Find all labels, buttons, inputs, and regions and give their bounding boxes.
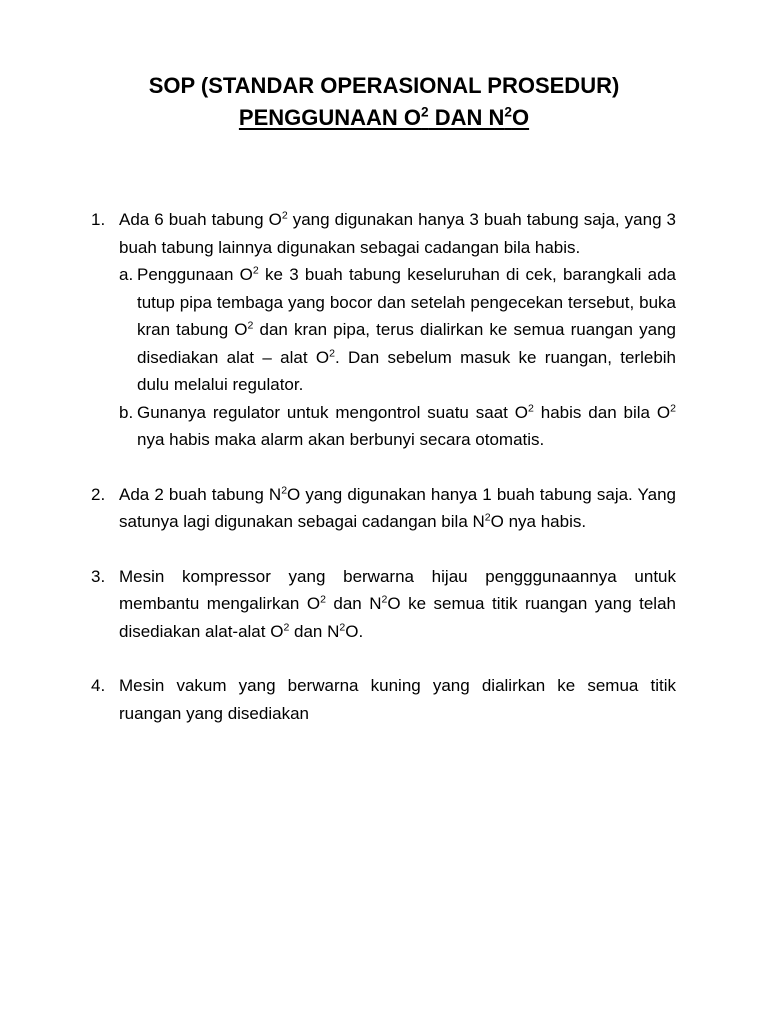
title-line-1: SOP (STANDAR OPERASIONAL PROSEDUR) [148, 73, 620, 98]
text-run: habis dan bila O [533, 402, 671, 422]
text-run: O. [345, 621, 364, 641]
superscript: 2 [484, 511, 491, 524]
item-text [119, 672, 676, 727]
superscript: 2 [252, 264, 259, 277]
superscript: 2 [670, 401, 676, 414]
item-text [119, 481, 676, 536]
sub-item-text [137, 261, 676, 399]
item-text [119, 563, 676, 646]
text-run: Ada 6 buah tabung O [119, 210, 282, 229]
superscript: 2 [281, 483, 288, 496]
item-number: 4. [91, 676, 106, 695]
superscript: 2 [528, 401, 534, 414]
superscript: 2 [504, 104, 512, 120]
text-run: Ada 2 buah tabung N [119, 484, 282, 504]
text-run: ke 3 buah tabung keseluruhan di cek, barangkali ada tutup pipa tembaga yang bocor dan setelah pengecekan tersebut, buka kran tabung O [137, 265, 676, 339]
title-line-2 [0, 102, 768, 134]
document-title [0, 70, 768, 134]
text-run: Mesin kompressor yang berwarna hijau pengggunaannya untuk membantu mengalirkan O [119, 566, 676, 613]
superscript: 2 [283, 620, 290, 633]
list-item [91, 672, 676, 727]
text-run: O ke semua titik ruangan yang telah disediakan alat-alat O [119, 594, 676, 641]
text-run: . Dan sebelum masuk ke ruangan, terlebih dulu melalui regulator. [137, 347, 677, 394]
superscript: 2 [281, 209, 288, 222]
text-run: dan N [325, 594, 382, 613]
list-item [91, 206, 676, 454]
title-text: PENGGUNAAN O [238, 105, 422, 130]
procedure-list [91, 206, 676, 727]
list-item [91, 563, 676, 646]
item-number: 3. [91, 566, 106, 586]
text-run: nya habis maka alarm akan berbunyi secara otomatis. [137, 430, 545, 449]
title-text: DAN N [428, 105, 505, 130]
text-run: yang digunakan hanya 3 buah tabung saja, yang 3 buah tabung lainnya digunakan sebagai cadangan bila habis. [119, 210, 676, 257]
text-run: O yang digunakan hanya 1 buah tabung saja. Yang satunya lagi digunakan sebagai cadangan bila N [119, 484, 676, 531]
sub-item [119, 261, 676, 399]
text-run: Gunanya regulator untuk mengontrol suatu saat O [137, 402, 529, 422]
superscript: 2 [329, 346, 335, 359]
text-run: dan kran pipa, terus dialirkan ke semua ruangan yang disediakan alat – alat O [137, 320, 676, 367]
superscript: 2 [339, 620, 346, 633]
superscript: 2 [421, 104, 429, 120]
superscript: 2 [320, 593, 326, 606]
text-run: dan N [289, 621, 340, 641]
text-run: Penggunaan O [137, 265, 253, 284]
sub-item [119, 399, 676, 454]
list-item [91, 481, 676, 536]
item-number: 1. [91, 210, 106, 229]
text-run: Mesin vakum yang berwarna kuning yang dialirkan ke semua titik ruangan yang disediakan [119, 676, 676, 723]
item-number: 2. [91, 484, 106, 504]
sub-item-letter: b. [119, 402, 134, 422]
superscript: 2 [381, 593, 388, 606]
text-run: O nya habis. [490, 512, 587, 531]
sub-item-text [137, 399, 676, 454]
superscript: 2 [247, 319, 254, 332]
item-text [119, 206, 676, 261]
sub-item-letter: a. [119, 265, 134, 284]
title-text: O [511, 105, 530, 130]
